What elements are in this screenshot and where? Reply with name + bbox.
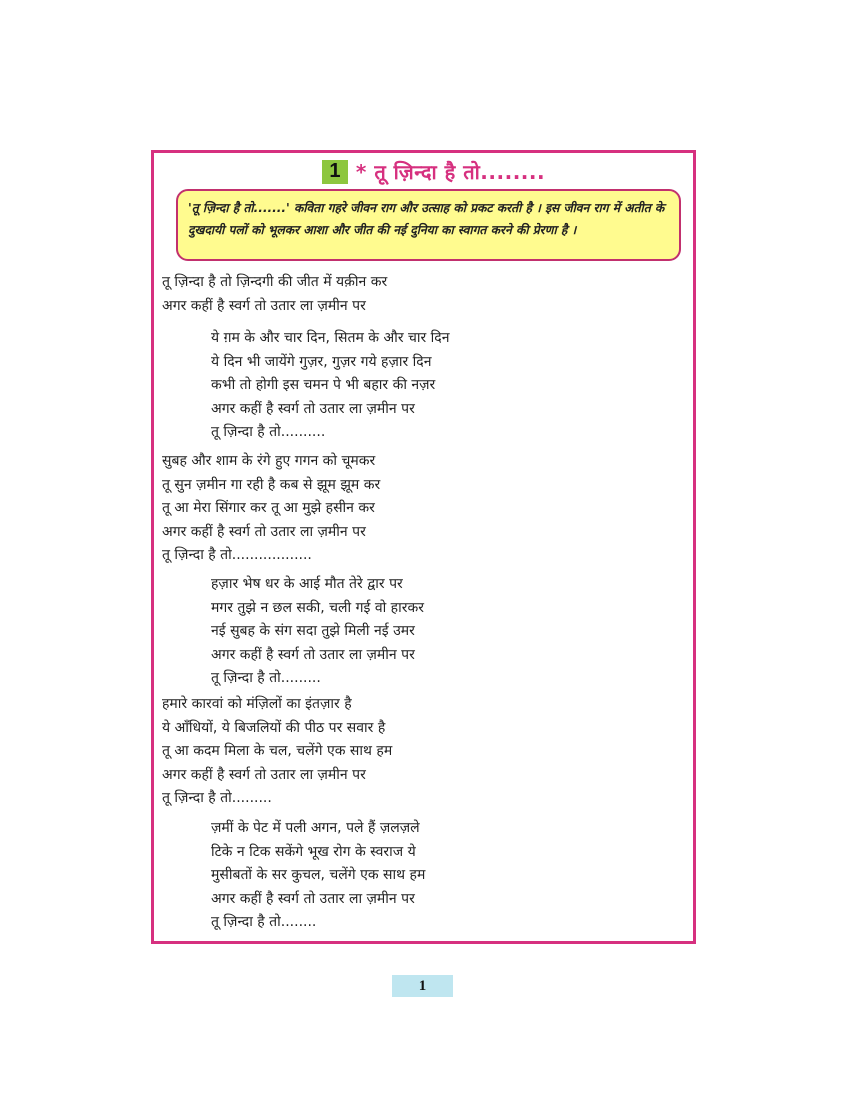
page-number: 1 (392, 975, 453, 997)
poem-line: तू ज़िन्दा है तो........ (211, 914, 317, 930)
poem-line: तू सुन ज़मीन गा रही है कब से झूम झूम कर (162, 476, 381, 493)
poem-line: तू आ कदम मिला के चल, चलेंगे एक साथ हम (162, 743, 393, 759)
poem-line: तू ज़िन्दा है तो......... (162, 790, 272, 806)
lesson-number-badge: 1 (322, 160, 348, 184)
poem-line: अगर कहीं है स्वर्ग तो उतार ला ज़मीन पर (162, 297, 366, 314)
stanza-6 (211, 817, 425, 935)
poem-line: तू ज़िन्दा है तो......... (211, 670, 321, 686)
lesson-title: * तू ज़िन्दा है तो........ (355, 160, 546, 184)
poem-line: मगर तुझे न छल सकी, चली गई वो हारकर (211, 599, 424, 616)
poem-line: अगर कहीं है स्वर्ग तो उतार ला ज़मीन पर (162, 766, 366, 783)
poem-line: तू ज़िन्दा है तो ज़िन्दगी की जीत में यक़ीन कर (162, 274, 388, 290)
poem-line: अगर कहीं है स्वर्ग तो उतार ला ज़मीन पर (162, 523, 366, 540)
stanza-1 (162, 271, 387, 318)
poem-line: ज़मीं के पेट में पली अगन, पले हैं ज़लज़ले (211, 820, 420, 836)
lesson-title-row (154, 158, 693, 188)
stanza-2 (211, 327, 450, 445)
poem-line: सुबह और शाम के रंगे हुए गगन को चूमकर (162, 453, 376, 469)
poem-line: टिके न टिक सकेंगे भूख रोग के स्वराज ये (211, 843, 416, 860)
poem-line: तू आ मेरा सिंगार कर तू आ मुझे हसीन कर (162, 500, 375, 516)
stanza-3 (162, 450, 380, 568)
lesson-frame (151, 150, 696, 944)
poem-line: मुसीबतों के सर कुचल, चलेंगे एक साथ हम (211, 867, 426, 883)
poem-line: नई सुबह के संग सदा तुझे मिली नई उमर (211, 623, 415, 639)
poem-line: हमारे कारवां को मंज़िलों का इंतज़ार है (162, 696, 352, 712)
poem-line: ये आँधियों, ये बिजलियों की पीठ पर सवार है (162, 719, 386, 736)
poem-line: तू ज़िन्दा है तो.......... (211, 424, 326, 440)
stanza-5 (162, 693, 392, 811)
poem-line: कभी तो होगी इस चमन पे भी बहार की नज़र (211, 377, 436, 393)
poem-line: हज़ार भेष धर के आई मौत तेरे द्वार पर (211, 576, 403, 592)
poem-line: ये दिन भी जायेंगे गुज़र, गुज़र गये हज़ार दिन (211, 353, 432, 370)
poem-line: अगर कहीं है स्वर्ग तो उतार ला ज़मीन पर (211, 400, 415, 417)
poem-line: अगर कहीं है स्वर्ग तो उतार ला ज़मीन पर (211, 890, 415, 907)
poem-line: अगर कहीं है स्वर्ग तो उतार ला ज़मीन पर (211, 646, 415, 663)
intro-box: 'तू ज़िन्दा है तो.......' कविता गहरे जीवन राग और उत्साह को प्रकट करती है । इस जीवन राग में अतीत के दुखदायी पलों को भूलकर आशा और जीत की नई दुनिया का स्वागत करने की प्रेरणा है । (176, 189, 681, 261)
stanza-4 (211, 573, 424, 691)
poem-line: ये ग़म के और चार दिन, सितम के और चार दिन (211, 330, 450, 346)
poem-line: तू ज़िन्दा है तो.................. (162, 547, 312, 563)
